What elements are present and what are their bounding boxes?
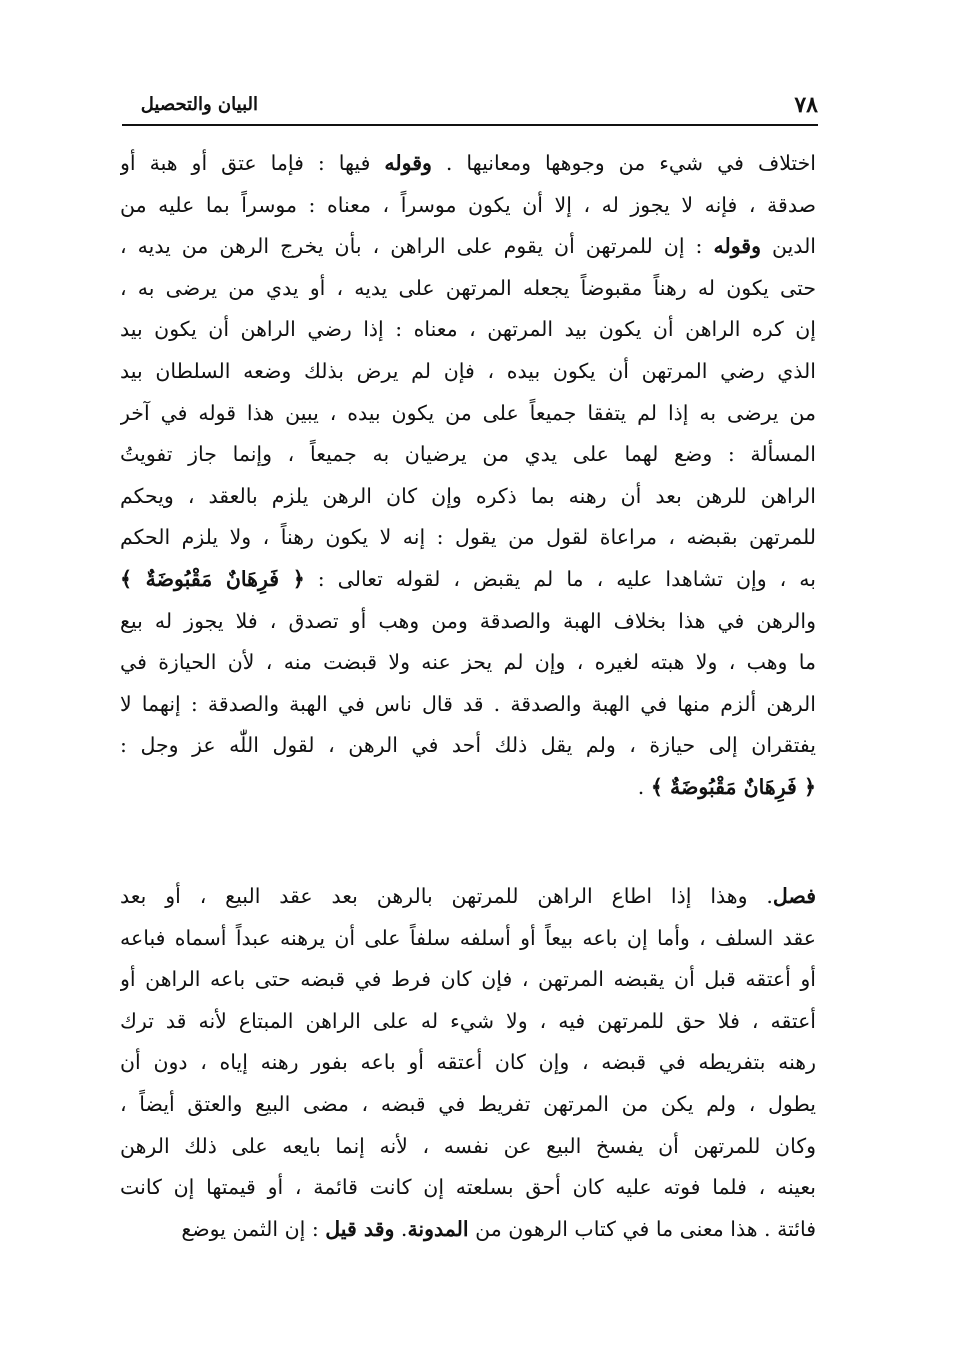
text-run: ما وهب ، ولا هبته لغيره ، وإن لم يحز عنه ولا قبضت منه ، لأن الحيازة في: [120, 650, 816, 675]
bold-text-run: ﴿ فَرِهَانٌ مَقْبُوضَةٌ ﴾: [650, 774, 816, 799]
text-line: [120, 1126, 816, 1168]
text-run: يفتقران إلى حيازة ، ولم يقل ذلك أحد في الرهن ، لقول اللّٰه عز وجل :: [120, 733, 816, 758]
text-line: [120, 1167, 816, 1209]
bold-text-run: وقوله: [384, 151, 432, 175]
text-line: [120, 725, 816, 767]
text-line: [120, 1001, 816, 1043]
text-line: [120, 959, 816, 1001]
paragraph-2: [120, 876, 816, 1250]
text-run: .: [394, 1216, 408, 1241]
text-line: [120, 642, 816, 684]
text-line: [120, 876, 816, 918]
text-line: [120, 143, 816, 185]
text-run: والرهن في هذا بخلاف الهبة والصدقة ومن وهب أو تصدق ، فلا يجوز له بيع: [120, 608, 816, 633]
text-run: للمرتهن بقبضه ، مراعاة لقول من يقول : إنه لا يكون رهناً ، ولا يلزم الحكم: [120, 525, 816, 550]
running-title: البيان والتحصيل: [140, 94, 258, 115]
text-line: [120, 918, 816, 960]
paragraph-1: [120, 143, 816, 809]
text-run: وكان للمرتهن أن يفسخ البيع عن نفسه ، لأنه إنما بايعه على ذلك الرهن: [120, 1133, 816, 1158]
text-line: [120, 185, 816, 227]
text-run: عقد السلف ، وأما إن باعه بيعاً أو أسلفه سلفاً على أن يرهنه عبداً أسماه فباعه: [120, 925, 816, 950]
page-header: [122, 92, 818, 126]
text-run: المسألة : وضع لهما على يدي من يرضيان به جميعاً ، وإنما جاز تفويتُ: [120, 442, 816, 467]
text-run: رهنه بتفريطه في قبضه ، وإن كان أعتقه أو باعه بفور رهنه إياه ، دون أن: [120, 1050, 816, 1075]
text-run: الذي رضي المرتهن أن يكون بيده ، فإن لم يرض بذلك وضعه السلطان بيد: [120, 358, 816, 383]
text-line: [120, 393, 816, 435]
text-line: [120, 476, 816, 518]
bold-text-run: المدونة: [407, 1216, 469, 1241]
header-rule: [122, 124, 818, 126]
text-run: الراهن للرهن بعد أن رهنه بما ذكره وإن كان الرهن يلزم بالعقد ، ويحكم: [120, 483, 816, 508]
text-run: به ، وإن تشاهدا عليه ، ما لم يقبض ، لقوله تعالى :: [304, 566, 816, 591]
text-line: [120, 1209, 816, 1251]
text-run: أو أعتقه قبل أن يقبضه المرتهن ، فإن كان فرط في قبضه حتى باعه الراهن أو: [120, 967, 816, 992]
text-line: [120, 767, 816, 809]
text-line: [120, 268, 816, 310]
text-line: [120, 434, 816, 476]
text-line: [120, 1084, 816, 1126]
bold-text-run: وقد قيل: [325, 1216, 395, 1241]
text-run: بعينه ، فلما فوته عليه كان أحق بسلعته إن كانت قائمة ، أو قيمتها إن كانت: [120, 1175, 816, 1200]
text-run: حتى يكون له رهناً مقبوضاً يجعله المرتهن على يديه ، أو يدي من يرضى به ،: [120, 275, 816, 300]
text-line: [120, 559, 816, 601]
bold-text-run: وقوله: [713, 234, 761, 259]
text-run: يطول ، ولم يكن من المرتهن تفريط في قبضه ، مضى البيع والعتق أيضاً ،: [120, 1091, 816, 1116]
bold-text-run: ﴿ فَرِهَانٌ مَقْبُوضَةٌ ﴾: [120, 566, 305, 591]
text-run: . وهذا إذا اطاع الراهن للمرتهن بالرهن بعد عقد البيع ، أو بعد: [120, 884, 773, 908]
text-run: .: [637, 774, 651, 799]
text-run: : إن الثمن يوضع: [181, 1216, 326, 1241]
text-run: : إن للمرتهن أن يقوم على الراهن ، بأن يخرج الرهن من يديه ،: [120, 234, 714, 259]
text-line: [120, 309, 816, 351]
text-run: فائتة . هذا معنى ما في كتاب الرهون من: [468, 1216, 816, 1241]
text-line: [120, 517, 816, 559]
text-run: الدين: [760, 234, 816, 259]
text-run: الرهن ألزم منها في الهبة والصدقة . قد قال ناس في الهبة والصدقة : إنهما لا: [120, 691, 816, 716]
text-run: إن كره الراهن أن يكون بيد المرتهن ، معناه : إذا رضي الراهن أن يكون بيد: [120, 317, 816, 342]
text-run: اختلاف في شيء من وجوهها ومعانيها .: [431, 151, 816, 175]
text-line: [120, 351, 816, 393]
text-line: [120, 226, 816, 268]
text-run: أعتقه ، فلا حق للمرتهن فيه ، ولا شيء له على الراهن المبتاع لأنه قد ترك: [120, 1008, 816, 1033]
text-line: [120, 684, 816, 726]
text-run: فيها : فإما عتق أو هبة أو: [120, 151, 385, 175]
text-line: [120, 1042, 816, 1084]
bold-text-run: فصل: [772, 884, 816, 908]
text-line: [120, 601, 816, 643]
text-run: من يرضى به إذا لم يتفقا جميعاً على من يكون بيده ، يبين هذا قوله في آخر: [120, 400, 816, 425]
text-run: صدقة ، فإنه لا يجوز له ، إلا أن يكون موسراً ، معناه : موسراً بما عليه من: [120, 192, 816, 217]
page-number: ٧٨: [794, 92, 818, 118]
